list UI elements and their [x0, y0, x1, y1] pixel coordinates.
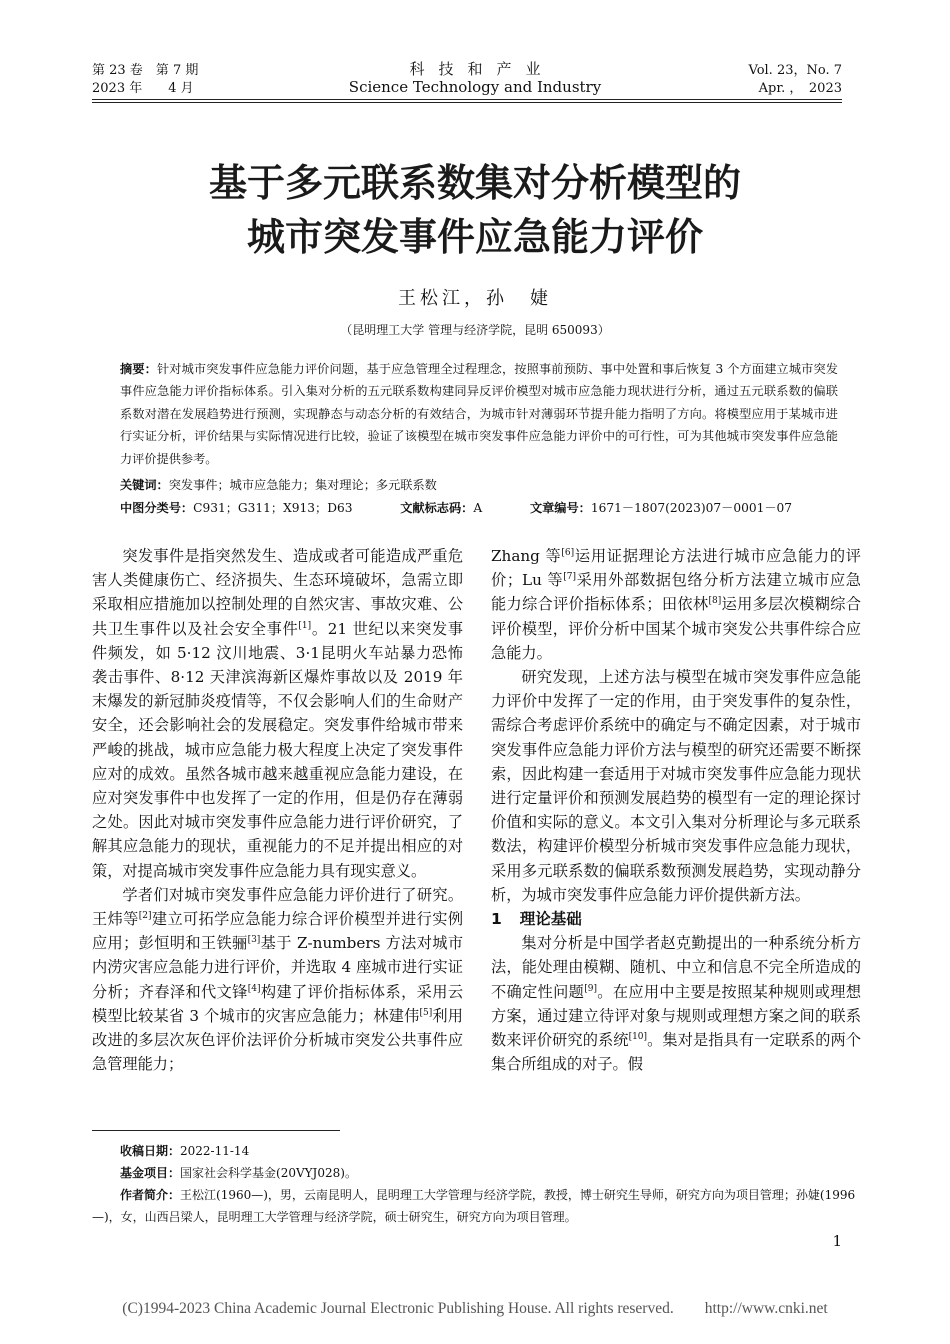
paper-title [0, 158, 950, 262]
authors: 王松江，孙 婕 [398, 288, 552, 309]
doc-code: A [473, 501, 483, 515]
section-title: 理论基础 [519, 910, 582, 929]
paragraph: Zhang 等[6]运用证据理论方法进行城市应急能力的评价；Lu 等[7]采用外部数据包络分析方法建立城市应急能力综合评价指标体系；田依林[8]运用多层次模糊综合评价模型，评价分析中国某个城市突发公共事件综合应急能力。 [491, 547, 862, 662]
citation: [5] [419, 1007, 433, 1018]
volume-issue: 第 23 卷 第 7 期 [92, 63, 199, 78]
citation: [6] [561, 547, 575, 558]
abstract-label: 摘要： [120, 362, 157, 376]
volume-issue-en: Vol. 23，No. 7 [748, 63, 842, 78]
citation: [2] [138, 910, 152, 921]
paragraph: 突发事件是指突然发生、造成或者可能造成严重危害人类健康伤亡、经济损失、生态环境破坏，急需立即采取相应措施加以控制处理的自然灾害、事故灾难、公共卫生事件以及社会安全事件[1]。21 世纪以来突发事件频发，如 5·12 汶川地震、3·1昆明火车站暴力恐怖袭击事件、8·12 天津滨海新区爆炸事故以及 2019 年末爆发的新冠肺炎疫情等，不仅会影响人们的生命财产安全，还会影响社会的发展稳定。突发事件给城市带来严峻的挑战，城市应急能力极大程度上决定了突发事件应对的成效。虽然各城市越来越重视应急能力建设，在应对突发事件中也发挥了一定的作用，但是仍存在薄弱之处。因此对城市突发事件应急能力进行评价研究，了解其应急能力的现状，重视能力的不足并提出相应的对策，对提高城市突发事件应急能力具有现实意义。 [92, 547, 464, 880]
clc-code: C931；G311；X913；D63 [193, 501, 353, 515]
date-en: Apr. ， 2023 [758, 81, 842, 96]
article-no: 1671－1807(2023)07－0001－07 [590, 501, 793, 515]
paragraph: 研究发现，上述方法与模型在城市突发事件应急能力评价中发挥了一定的作用，由于突发事件的复杂性，需综合考虑评价系统中的确定与不确定因素，对于城市突发事件应急能力评价方法与模型的研究还需要不断探索，因此构建一套适用于对城市突发事件应急能力现状进行定量评价和预测发展趋势的模型有一定的理论探讨价值和实际的意义。本文引入集对分析理论与多元联系数法，构建评价模型分析城市突发事件应急能力现状，采用多元联系数的偏联系数预测发展趋势，实现动静分析，为城市突发事件应急能力评价提供新方法。 [491, 668, 861, 904]
body-left-column [92, 544, 463, 1076]
keywords-text: 突发事件；城市应急能力；集对理论；多元联系数 [168, 478, 437, 492]
received-date: 收稿日期：2022-11-14 [120, 1144, 250, 1158]
body-right-column [491, 544, 861, 1076]
journal-volume-en [749, 62, 843, 98]
paragraph: 集对分析是中国学者赵克勤提出的一种系统分析方法，能处理由模糊、随机、中立和信息不完全所造成的不确定性问题[9]。在应用中主要是按照某种规则或理想方案，通过建立待评对象与规则或理想方案之间的联系数来评价研究的系统[10]。集对是指具有一定联系的两个集合所组成的对子。假 [491, 934, 862, 1074]
header-rule-thin [92, 102, 842, 103]
classification-line [120, 497, 838, 519]
clc-label: 中图分类号： [120, 501, 194, 515]
section-heading [491, 907, 861, 931]
doc-code-label: 文献标志码： [400, 501, 474, 515]
citation: [3] [247, 935, 261, 946]
keywords [120, 474, 838, 496]
fund-project: 基金项目：国家社会科学基金(20VYJ028)。 [120, 1166, 357, 1180]
article-no-label: 文章编号： [529, 501, 591, 515]
author-bio: 作者简介：王松江(1960—)，男，云南昆明人，昆明理工大学管理与经济学院，教授，博士研究生导师，研究方向为项目管理；孙婕(1996—)，女，山西吕梁人，昆明理工大学管理与经济学院，硕士研究生，研究方向为项目管理。 [92, 1188, 856, 1224]
section-number: 1 [491, 910, 502, 929]
footnote-rule [92, 1130, 340, 1131]
title-line-1: 基于多元联系数集对分析模型的 [208, 161, 741, 205]
footnotes [92, 1140, 860, 1228]
header-rule [92, 99, 842, 100]
keywords-label: 关键词： [120, 478, 169, 492]
citation: [4] [247, 983, 261, 994]
citation: [10] [628, 1032, 648, 1042]
citation: [1] [298, 620, 312, 631]
journal-name [280, 60, 670, 96]
page-number: 1 [832, 1232, 842, 1250]
journal-issue-info [92, 62, 198, 98]
paragraph: 学者们对城市突发事件应急能力评价进行了研究。王炜等[2]建立可拓学应急能力综合评价模型并进行实例应用；彭恒明和王铁骊[3]基于 Z-numbers 方法对城市内涝灾害应急能力进行评价，并选取 4 座城市进行实证分析；齐春泽和代文锋[4]构建了评价指标体系，采用云模型比较某省 3 个城市的灾害应急能力；林建伟[5]利用改进的多层次灰色评价法评价分析城市突发公共事件应急管理能力； [92, 885, 464, 1074]
citation: [9] [584, 983, 597, 994]
publication-date: 2023 年 4 月 [92, 81, 194, 96]
title-line-2: 城市突发事件应急能力评价 [246, 215, 703, 259]
journal-name-en: Science Technology and Industry [348, 78, 602, 96]
journal-name-cn: 科技和产业 [409, 60, 555, 78]
citation: [7] [563, 572, 576, 583]
abstract [120, 358, 838, 470]
copyright-notice: (C)1994-2023 China Academic Journal Electronic Publishing House. All rights reserved. http://www.cnki.net [122, 1300, 828, 1317]
citation: [8] [708, 596, 722, 607]
affiliation: （昆明理工大学 管理与经济学院，昆明 650093） [340, 323, 610, 337]
abstract-text: 针对城市突发事件应急能力评价问题，基于应急管理全过程理念，按照事前预防、事中处置和事后恢复 3 个方面建立城市突发事件应急能力评价指标体系。引入集对分析的五元联系数构建同异反评价模型对城市应急能力现状进行分析，通过五元联系数的偏联系数对潜在发展趋势进行预测，实现静态与动态分析的有效结合，为城市针对薄弱环节提升能力指明了方向。将模型应用于某城市进行实证分析，评价结果与实际情况进行比较，验证了该模型在城市突发事件应急能力评价中的可行性，可为其他城市突发事件应急能力评价提供参考。 [120, 362, 838, 466]
